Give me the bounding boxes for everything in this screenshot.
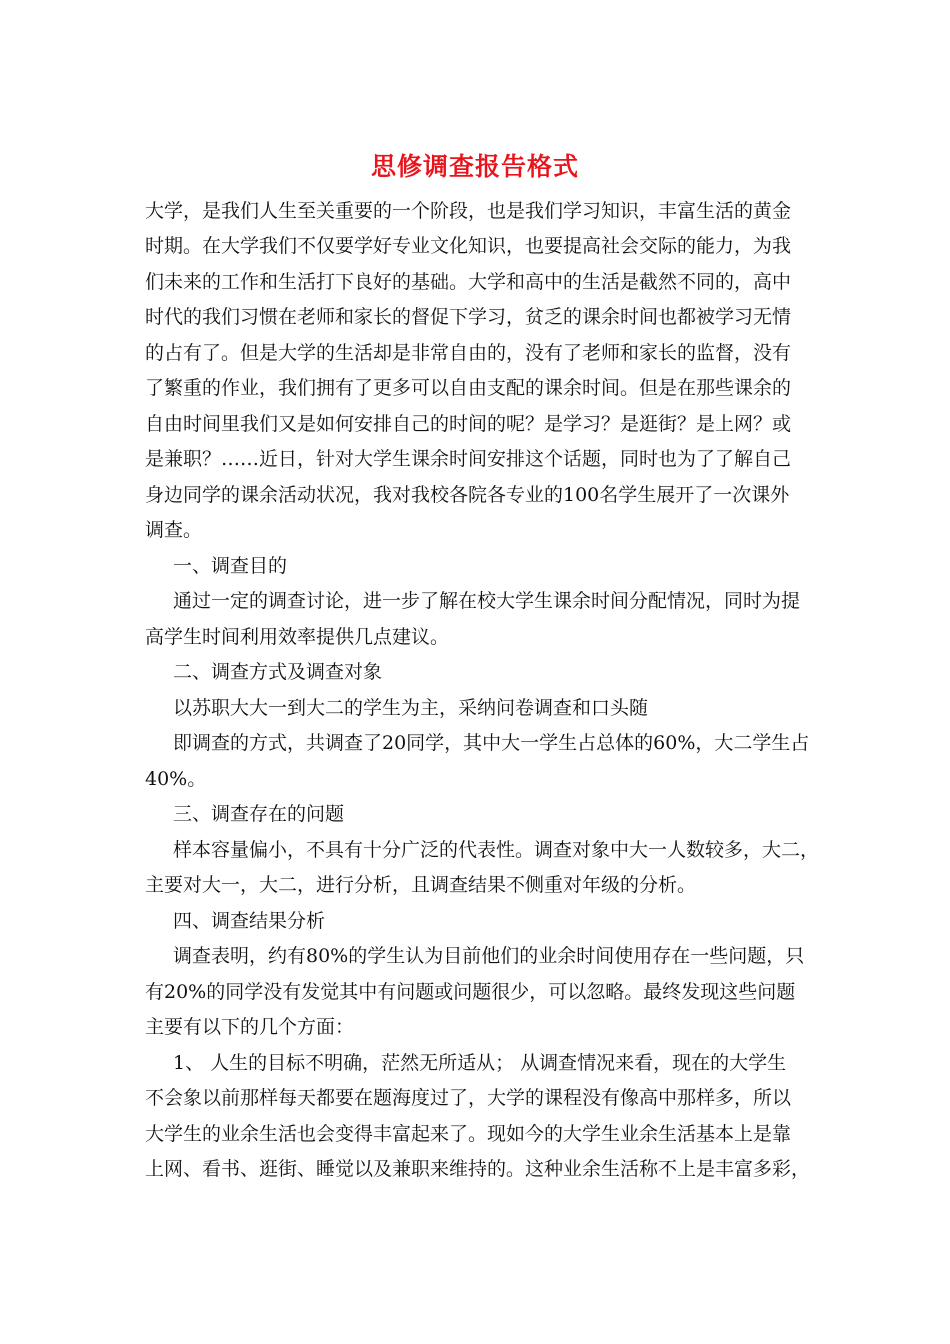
document-title: 思修调查报告格式: [370, 152, 579, 181]
paragraph-line: 不会象以前那样每天都要在题海度过了，大学的课程没有像高中那样多，所以: [145, 1087, 792, 1109]
paragraph-line: 高学生时间利用效率提供几点建议。: [145, 626, 450, 648]
paragraph-line: 们未来的工作和生活打下良好的基础。大学和高中的生活是截然不同的，高中: [145, 271, 792, 293]
paragraph-line: 以苏职大大一到大二的学生为主，采纳问卷调查和口头随: [173, 697, 649, 719]
section-heading: 二、调查方式及调查对象: [173, 661, 383, 683]
paragraph-line: 调查。: [145, 519, 203, 541]
paragraph-line: 大学，是我们人生至关重要的一个阶段，也是我们学习知识，丰富生活的黄金: [145, 200, 792, 222]
list-item: 1、 人生的目标不明确，茫然无所适从； 从调查情况来看，现在的大学生: [173, 1052, 787, 1074]
paragraph-line: 有20%的同学没有发觉其中有问题或问题很少，可以忽略。最终发现这些问题: [145, 981, 796, 1003]
paragraph-line: 时代的我们习惯在老师和家长的督促下学习，贫乏的课余时间也都被学习无情: [145, 306, 792, 328]
paragraph-line: 即调查的方式，共调查了20同学，其中大一学生占总体的60%，大二学生占: [173, 732, 810, 754]
paragraph-line: 主要对大一，大二，进行分析，且调查结果不侧重对年级的分析。: [145, 874, 697, 896]
paragraph-line: 是兼职？……近日，针对大学生课余时间安排这个话题，同时也为了了解自己: [145, 448, 792, 470]
paragraph-line: 时期。在大学我们不仅要学好专业文化知识，也要提高社会交际的能力，为我: [145, 235, 792, 257]
paragraph-line: 样本容量偏小，不具有十分广泛的代表性。调查对象中大一人数较多，大二，: [173, 839, 820, 861]
section-heading: 一、调查目的: [173, 555, 288, 577]
paragraph-line: 自由时间里我们又是如何安排自己的时间的呢？是学习？是逛街？是上网？或: [145, 413, 792, 435]
section-heading: 四、调查结果分析: [173, 910, 326, 932]
paragraph-line: 大学生的业余生活也会变得丰富起来了。现如今的大学生业余生活基本上是靠: [145, 1123, 792, 1145]
paragraph-line: 上网、看书、逛街、睡觉以及兼职来维持的。这种业余生活称不上是丰富多彩，: [145, 1158, 811, 1180]
paragraph-line: 的占有了。但是大学的生活却是非常自由的，没有了老师和家长的监督，没有: [145, 342, 792, 364]
section-heading: 三、调查存在的问题: [173, 803, 345, 825]
paragraph-line: 了繁重的作业，我们拥有了更多可以自由支配的课余时间。但是在那些课余的: [145, 377, 792, 399]
paragraph-line: 通过一定的调查讨论，进一步了解在校大学生课余时间分配情况，同时为提: [173, 590, 801, 612]
paragraph-line: 40%。: [145, 768, 207, 790]
paragraph-line: 主要有以下的几个方面：: [145, 1016, 355, 1038]
paragraph-line: 调查表明，约有80%的学生认为目前他们的业余时间使用存在一些问题，只: [173, 945, 805, 967]
paragraph-line: 身边同学的课余活动状况，我对我校各院各专业的100名学生展开了一次课外: [145, 484, 790, 506]
